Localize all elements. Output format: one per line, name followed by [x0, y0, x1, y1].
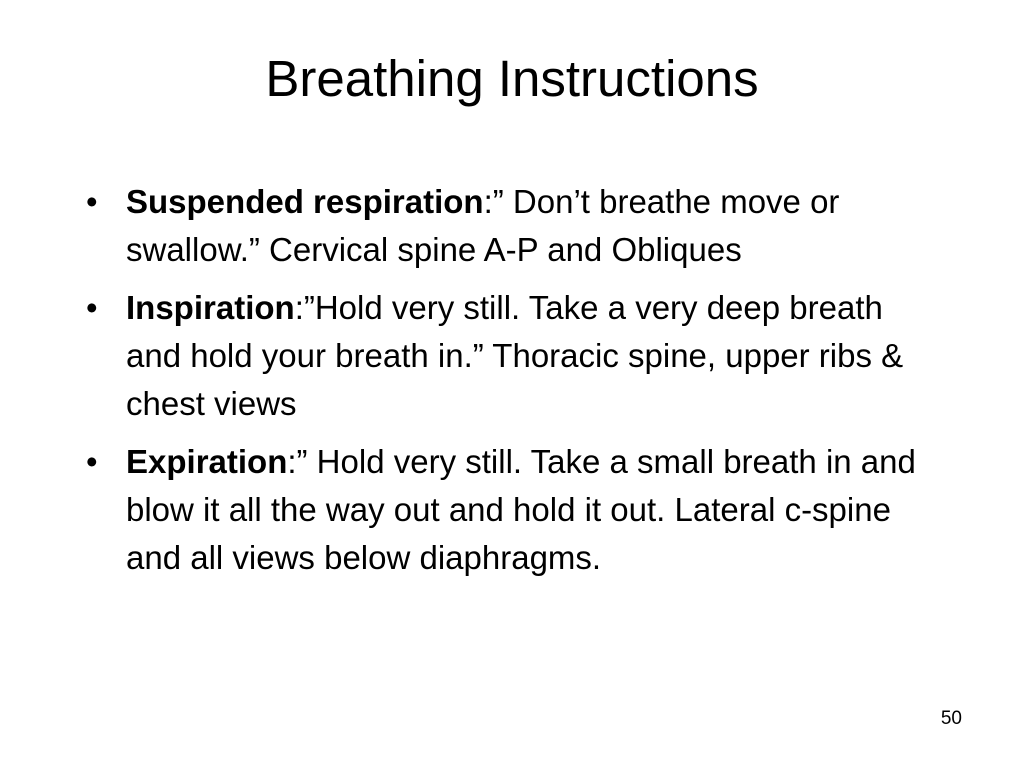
slide-title: Breathing Instructions [265, 50, 759, 107]
bullet-text: :” Don’t breathe move or swallow.” Cervical spine A-P and Obliques [126, 183, 840, 268]
bullet-item-expiration [86, 438, 946, 582]
bullet-term: Inspiration [126, 289, 295, 326]
page-number: 50 [940, 708, 962, 729]
bullet-term: Expiration [126, 443, 288, 480]
bullet-marker: • [86, 443, 98, 480]
bullet-marker: • [86, 289, 98, 326]
bullet-term: Suspended respiration [126, 183, 484, 220]
bullet-marker: • [86, 183, 98, 220]
bullet-item-suspended-respiration [86, 178, 946, 274]
bullet-list [86, 178, 946, 592]
bullet-text: :”Hold very still. Take a very deep breath and hold your breath in.” Thoracic spine, upper ribs & chest views [126, 289, 904, 422]
bullet-text: :” Hold very still. Take a small breath in and blow it all the way out and hold it out. Lateral c-spine and all views below diaphragms. [126, 443, 916, 576]
bullet-item-inspiration [86, 284, 946, 428]
